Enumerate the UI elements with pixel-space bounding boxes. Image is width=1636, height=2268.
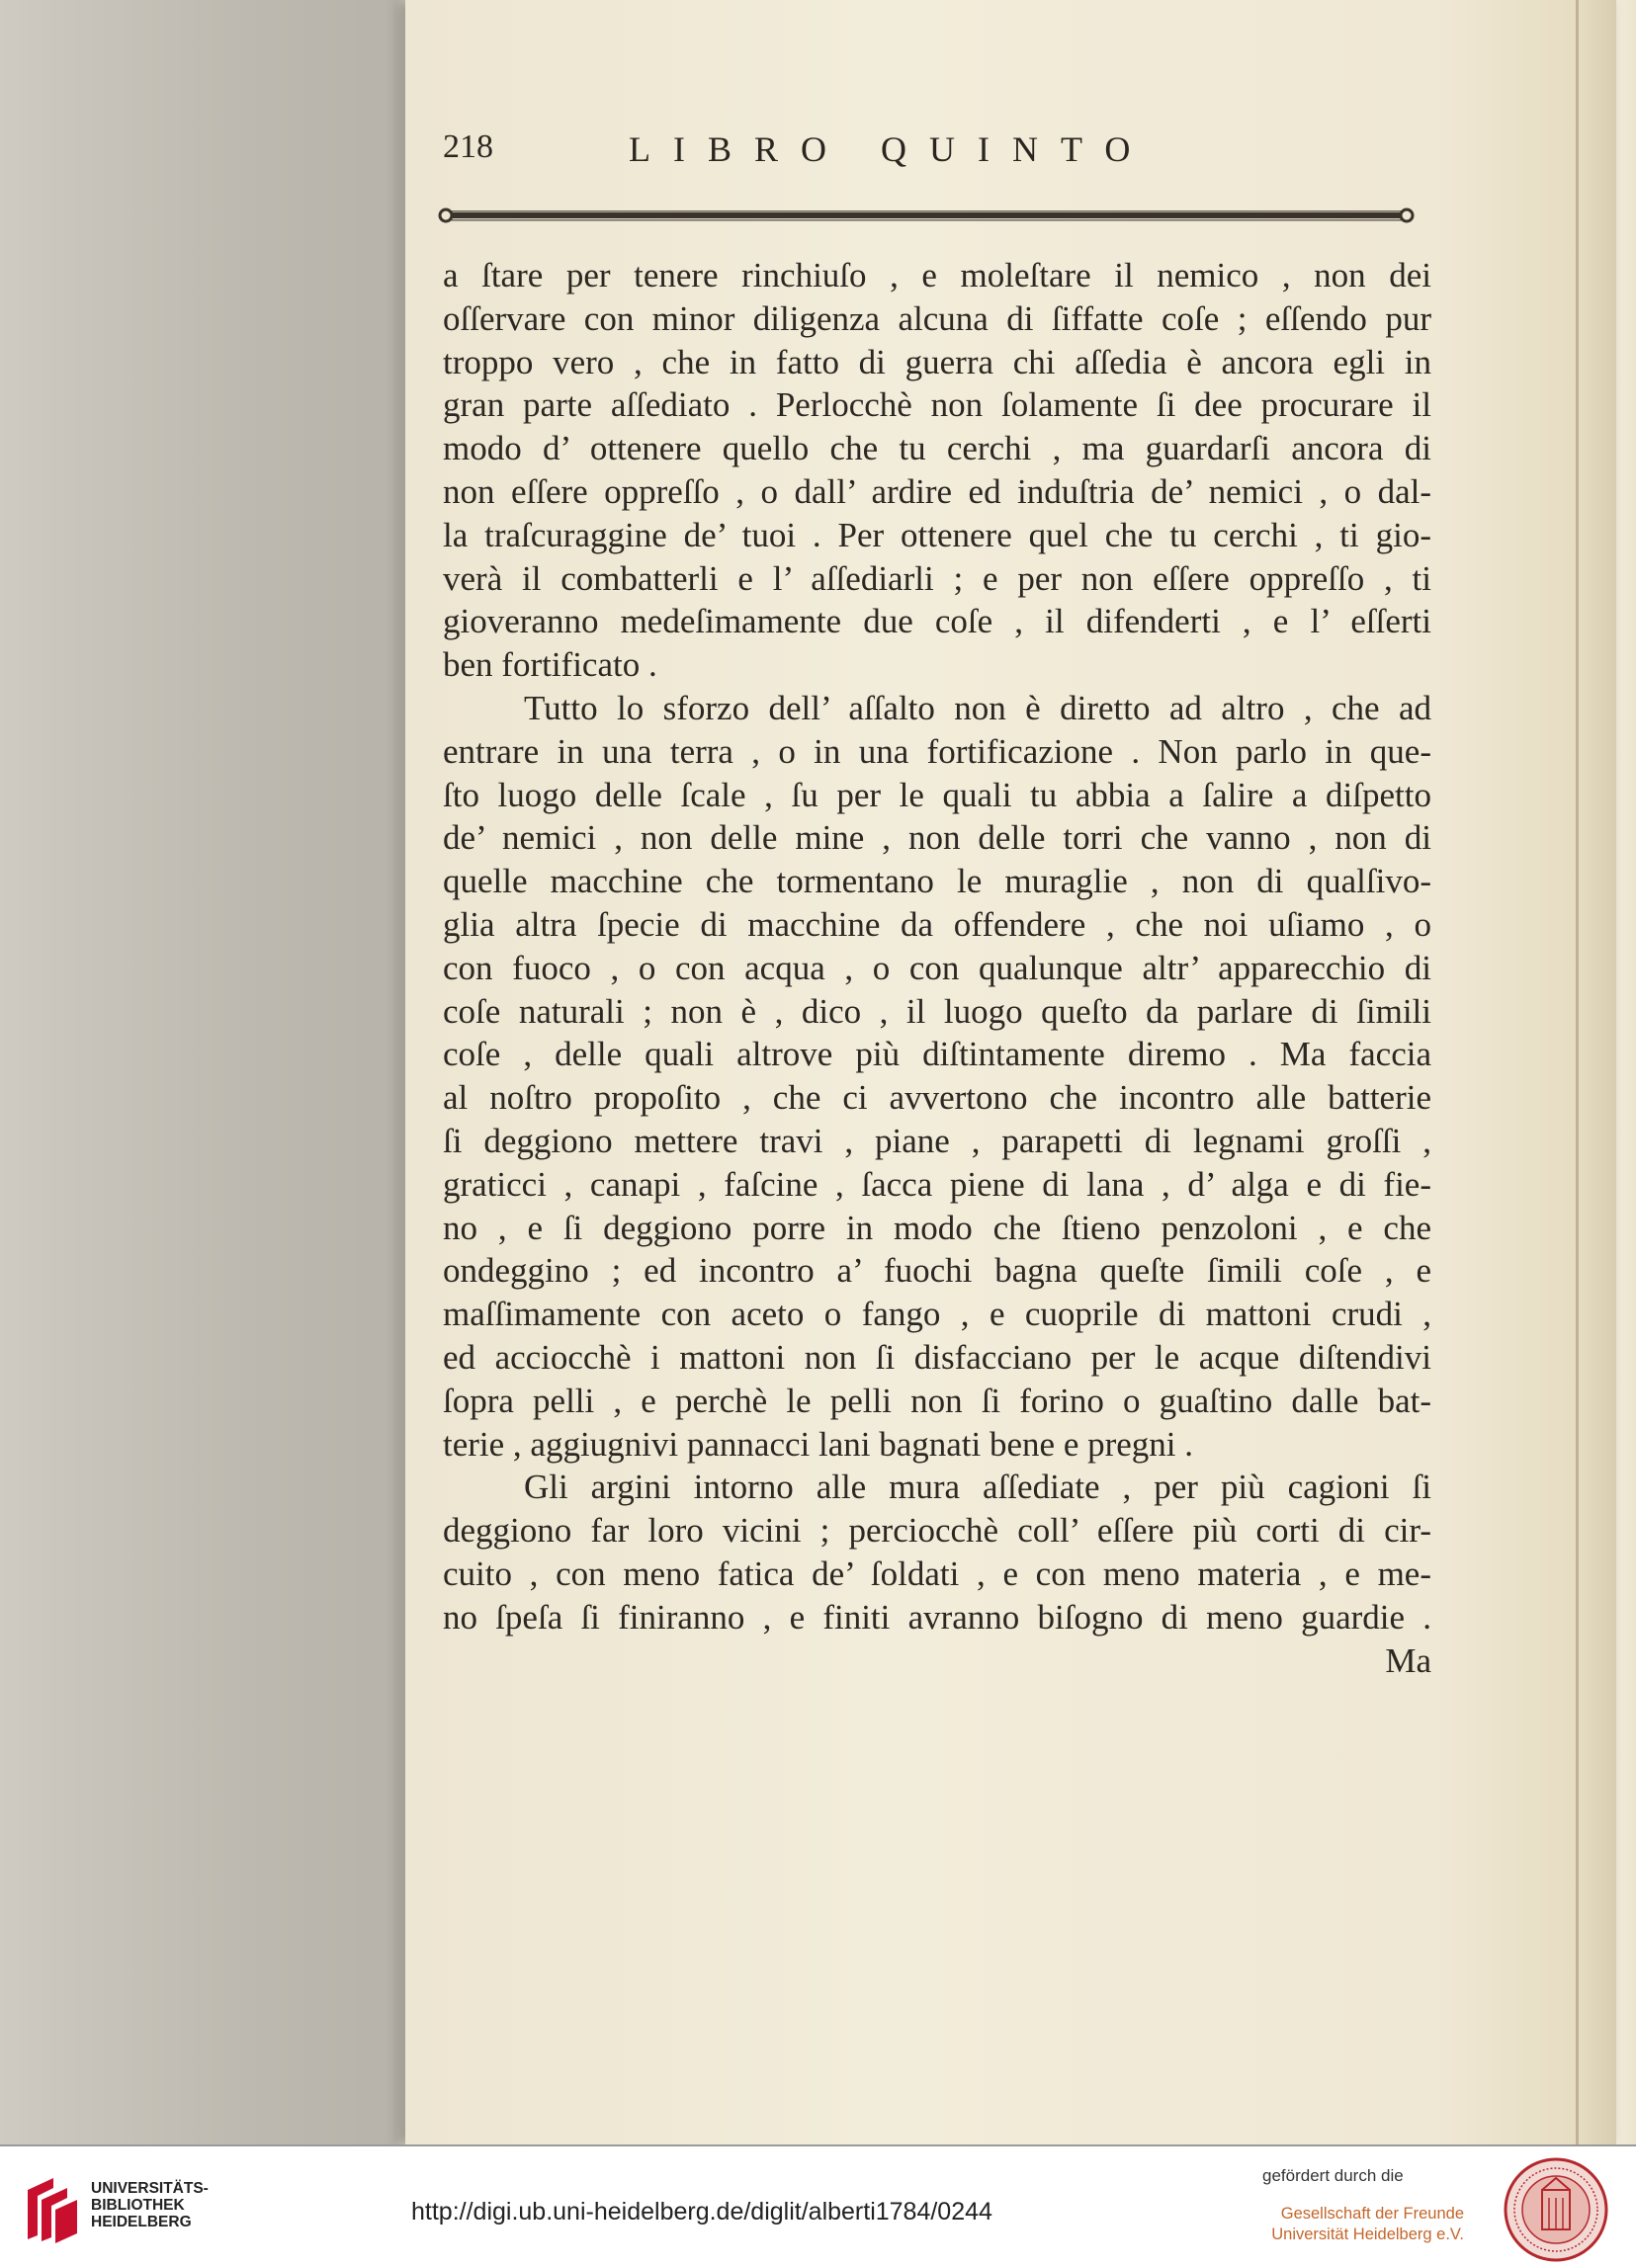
text-line: a ſtare per tenere rinchiuſo , e moleſtare il nemico , non dei xyxy=(443,256,1431,294)
text-line: graticci , canapi , faſcine , ſacca piene di lana , d’ alga e di fie- xyxy=(443,1164,1431,1204)
page-fold xyxy=(1576,0,1579,2144)
text-line: coſe naturali ; non è , dico , il luogo queſto da parlare di ſimili xyxy=(443,991,1431,1031)
text-line: gioveranno medeſimamente due coſe , il difenderti , e l’ eſſerti xyxy=(443,602,1431,641)
text-line: ondeggino ; ed incontro a’ fuochi bagna queſte ſimili coſe , e xyxy=(443,1251,1431,1291)
ornamental-rule xyxy=(437,204,1416,227)
text-line: glia altra ſpecie di macchine da offendere , che noi uſiamo , o xyxy=(443,904,1431,944)
library-name-line: HEIDELBERG xyxy=(91,2214,192,2230)
text-line: deggiono far loro vicini ; perciocchè coll’ eſſere più corti di cir- xyxy=(443,1511,1431,1551)
text-line: ben fortificato . xyxy=(443,645,657,685)
text-line: oſſervare con minor diligenza alcuna di ſiffatte coſe ; eſſendo pur xyxy=(443,298,1431,338)
sponsor-name-line: Gesellschaft der Freunde xyxy=(1280,2205,1464,2223)
footer-bar xyxy=(0,2144,1636,2268)
text-line: ſopra pelli , e perchè le pelli non ſi forino o guaſtino dalle bat- xyxy=(443,1381,1431,1420)
text-line: al noſtro propoſito , che ci avvertono che incontro alle batterie xyxy=(443,1078,1431,1118)
library-name-line: BIBLIOTHEK xyxy=(91,2197,185,2214)
text-line: coſe , delle quali altrove più diſtintamente diremo . Ma faccia xyxy=(443,1035,1431,1074)
ub-heidelberg-logo-icon xyxy=(22,2176,79,2245)
text-line: Ma xyxy=(1385,1640,1431,1680)
text-line: ſto luogo delle ſcale , ſu per le quali tu abbia a ſalire a diſpetto xyxy=(443,775,1431,814)
library-name xyxy=(91,2180,209,2230)
text-line: Gli argini intorno alle mura aſſediate , per più cagioni ſi xyxy=(524,1468,1431,1507)
text-line: terie , aggiugnivi pannacci lani bagnati bene e pregni . xyxy=(443,1424,1194,1464)
sponsor-name xyxy=(1271,2204,1464,2245)
page-number: 218 xyxy=(443,128,493,165)
library-name-line: UNIVERSITÄTS- xyxy=(91,2180,209,2197)
text-line: la traſcuraggine de’ tuoi . Per ottenere quel che tu cerchi , ti gio- xyxy=(443,515,1431,554)
text-line: con fuoco , o con acqua , o con qualunque altr’ apparecchio di xyxy=(443,948,1431,987)
funded-by-label: gefördert durch die xyxy=(1262,2166,1404,2185)
permalink-url[interactable]: http://digi.ub.uni-heidelberg.de/diglit/alberti1784/0244 xyxy=(411,2198,992,2226)
text-line: modo d’ ottenere quello che tu cerchi , ma guardarſi ancora di xyxy=(443,429,1431,468)
text-line: ſi deggiono mettere travi , piane , parapetti di legnami groſſi , xyxy=(443,1121,1431,1160)
university-seal-icon xyxy=(1503,2156,1609,2263)
text-line: gran parte aſſediato . Perlocchè non ſolamente ſi dee procurare il xyxy=(443,385,1431,425)
text-line: maſſimamente con aceto o fango , e cuoprile di mattoni crudi , xyxy=(443,1295,1431,1334)
text-line: no , e ſi deggiono porre in modo che ſtieno penzoloni , e che xyxy=(443,1208,1431,1247)
text-line: non eſſere oppreſſo , o dall’ ardire ed induſtria de’ nemici , o dal- xyxy=(443,471,1431,511)
text-line: verà il combatterli e l’ aſſediarli ; e per non eſſere oppreſſo , ti xyxy=(443,558,1431,598)
text-line: troppo vero , che in fatto di guerra chi aſſedia è ancora egli in xyxy=(443,342,1431,381)
text-line: quelle macchine che tormentano le muraglie , non di qualſivo- xyxy=(443,862,1431,901)
sponsor-name-line: Universität Heidelberg e.V. xyxy=(1271,2226,1464,2243)
body-text xyxy=(443,254,1431,1682)
text-line: cuito , con meno fatica de’ ſoldati , e con meno materia , e me- xyxy=(443,1554,1431,1593)
text-line: Tutto lo sforzo dell’ aſſalto non è diretto ad altro , che ad xyxy=(524,688,1431,727)
text-line: no ſpeſa ſi finiranno , e finiti avranno biſogno di meno guardie . xyxy=(443,1597,1431,1637)
running-head xyxy=(443,128,1431,178)
text-line: entrare in una terra , o in una fortificazione . Non parlo in que- xyxy=(443,731,1431,771)
running-title: LIBRO QUINTO xyxy=(629,129,1154,169)
text-line: de’ nemici , non delle mine , non delle torri che vanno , non di xyxy=(443,818,1431,858)
text-line: ed acciocchè i mattoni non ſi disfacciano per le acque diſtendivi xyxy=(443,1337,1431,1377)
